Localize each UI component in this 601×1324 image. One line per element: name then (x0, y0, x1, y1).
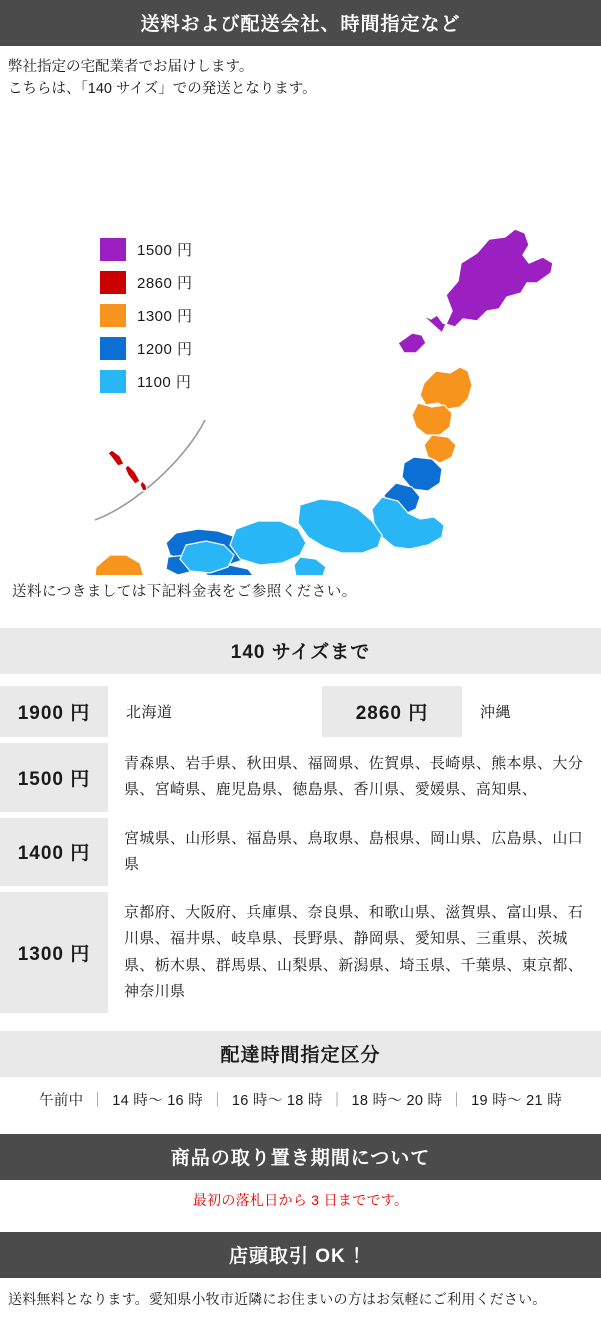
intro-line-1: 弊社指定の宅配業者でお届けします。 (8, 59, 254, 75)
delivery-time-title: 配達時間指定区分 (0, 1031, 601, 1077)
table-row (0, 743, 601, 812)
fee-price: 2860 円 (322, 686, 462, 737)
table-row (0, 818, 601, 887)
time-slot: 14 時〜 16 時 (112, 1093, 204, 1110)
fee-area: 青森県、岩手県、秋田県、福岡県、佐賀県、長崎県、熊本県、大分県、宮崎県、鹿児島県、徳島県、香川県、愛媛県、高知県、 (124, 755, 584, 799)
japan-shipping-map (0, 105, 601, 575)
time-slot-separator: ｜ (449, 1093, 465, 1110)
japan-map-svg (0, 105, 601, 575)
time-slot: 18 時〜 20 時 (351, 1093, 443, 1110)
legend-swatch-icon (100, 271, 126, 294)
legend-item (100, 332, 193, 365)
table-row (0, 892, 601, 1013)
hokkaido-cell (0, 686, 173, 737)
hold-period-title: 商品の取り置き期間について (0, 1134, 601, 1180)
fee-area: 沖縄 (479, 704, 511, 722)
legend-label: 1300 円 (137, 307, 193, 325)
table-row (0, 686, 601, 737)
legend-label: 1200 円 (137, 340, 193, 358)
fee-area: 宮城県、山形県、福島県、鳥取県、島根県、岡山県、広島県、山口県 (124, 829, 584, 873)
hold-period-note: 最初の落札日から 3 日までです。 (192, 1192, 409, 1209)
legend-label: 2860 円 (137, 274, 193, 292)
legend-item (100, 266, 193, 299)
intro-line-2: こちらは、「140 サイズ」での発送となります。 (8, 81, 317, 98)
fee-area: 北海道 (126, 704, 173, 722)
time-slot: 午前中 (38, 1093, 84, 1110)
legend-swatch-icon (100, 370, 126, 393)
region-kyushu (94, 555, 144, 575)
legend-item (100, 233, 193, 266)
page-title: 送料および配送会社、時間指定など (0, 0, 601, 46)
intro-text (0, 46, 601, 101)
fee-price: 1900 円 (0, 686, 108, 737)
legend-item (100, 365, 193, 398)
time-slot: 16 時〜 18 時 (231, 1093, 323, 1110)
region-okinawa (108, 450, 147, 491)
legend-swatch-icon (100, 304, 126, 327)
okinawa-inset-divider (95, 420, 205, 520)
map-legend (100, 233, 193, 398)
fee-note: 送料につきましては下記料金表をご参照ください。 (12, 583, 357, 600)
delivery-time-slots (0, 1077, 601, 1124)
legend-swatch-icon (100, 337, 126, 360)
time-slot: 19 時〜 21 時 (471, 1093, 563, 1110)
region-tohoku-north (412, 367, 472, 463)
legend-label: 1500 円 (137, 241, 193, 259)
time-slot-separator: ｜ (329, 1093, 345, 1110)
legend-label: 1100 円 (137, 373, 192, 391)
okinawa-cell (322, 686, 511, 737)
fee-table-title: 140 サイズまで (0, 628, 601, 674)
split-row (0, 686, 601, 737)
fee-area: 京都府、大阪府、兵庫県、奈良県、和歌山県、滋賀県、富山県、石川県、福井県、岐阜県、長野県、静岡県、愛知県、三重県、茨城県、栃木県、群馬県、山梨県、新潟県、埼玉県、千葉県、東京都、神奈川県 (124, 904, 584, 1000)
fee-table (0, 680, 601, 1019)
store-pickup-title: 店頭取引 OK ！ (0, 1232, 601, 1278)
fee-price: 1400 円 (0, 818, 108, 887)
fee-price: 1300 円 (0, 892, 108, 1013)
legend-item (100, 299, 193, 332)
time-slot-separator: ｜ (210, 1093, 225, 1110)
region-hokkaido (398, 229, 553, 353)
time-slot-separator: ｜ (90, 1093, 106, 1110)
legend-swatch-icon (100, 238, 126, 261)
fee-price: 1500 円 (0, 743, 108, 812)
store-pickup-note: 送料無料となります。愛知県小牧市近隣にお住まいの方はお気軽にご利用ください。 (8, 1291, 547, 1308)
